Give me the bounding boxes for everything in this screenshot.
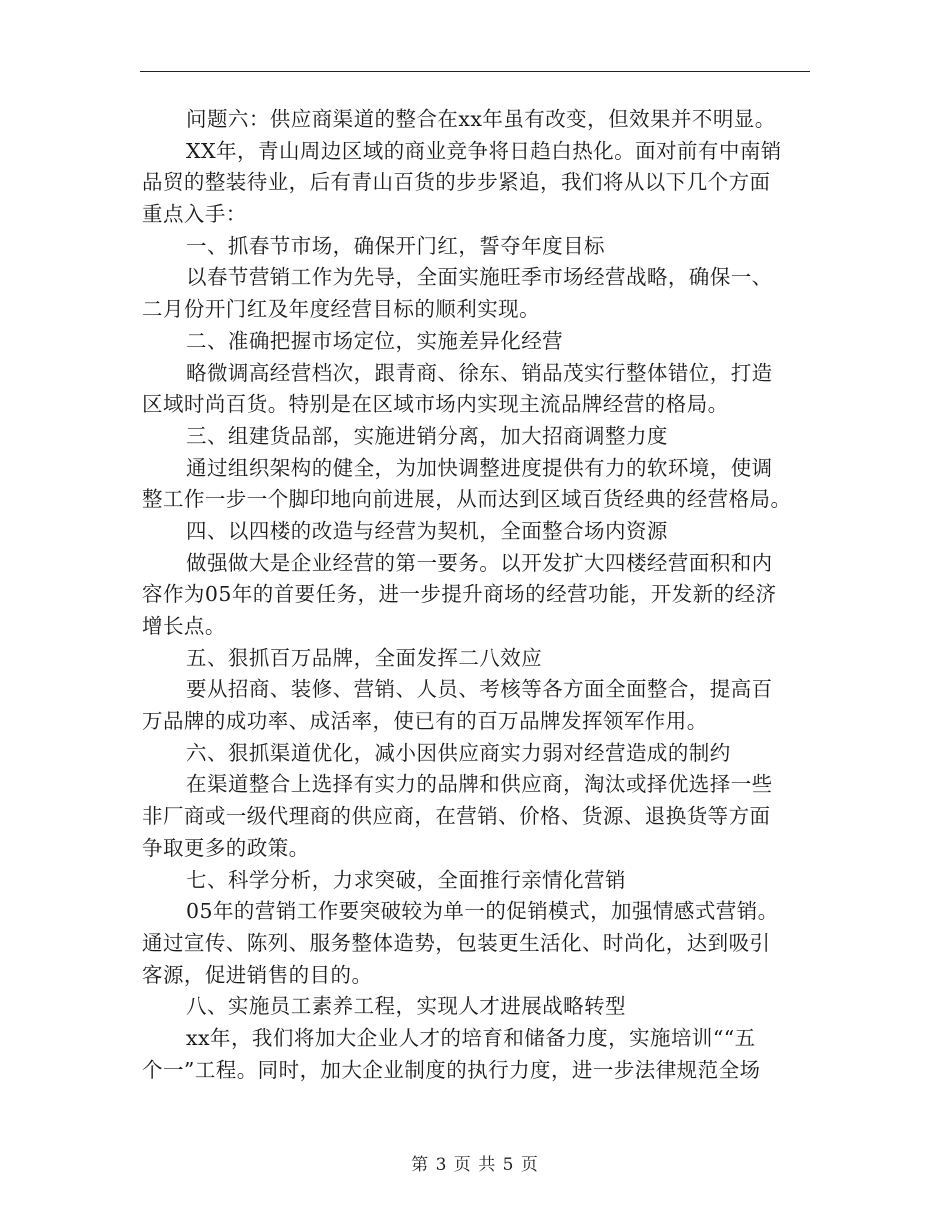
text-line: 客源，促进销售的目的。	[142, 962, 373, 987]
text-line: 品贸的整装待业，后有青山百货的步步紧追，我们将从以下几个方面	[142, 170, 771, 195]
text-line: 八、实施员工素养工程，实现人才进展战略转型	[186, 994, 626, 1019]
text-line: 个一”工程。同时，加大企业制度的执行力度，进一步法律规范全场	[142, 1057, 761, 1082]
text-line: 区域时尚百货。特别是在区域市场内实现主流品牌经营的格局。	[142, 392, 729, 417]
text-line: 通过组织架构的健全，为加快调整进度提供有力的软环境，使调	[186, 455, 773, 480]
text-line: 问题六：供应商渠道的整合在xx年虽有改变，但效果并不明显。	[186, 107, 776, 131]
text-line: 做强做大是企业经营的第一要务。以开发扩大四楼经营面积和内	[186, 550, 773, 575]
text-line: xx年，我们将加大企业人才的培育和储备力度，实施培训““五	[186, 1025, 756, 1050]
text-line: 三、组建货品部，实施进销分离，加大招商调整力度	[186, 423, 668, 448]
text-line: 05年的营销工作要突破较为单一的促销模式，加强情感式营销。	[186, 899, 779, 924]
text-line: 重点入手：	[142, 202, 247, 227]
text-line: 六、狠抓渠道优化，减小因供应商实力弱对经营造成的制约	[186, 740, 731, 765]
text-line: 略微调高经营档次，跟青商、徐东、销品茂实行整体错位，打造	[186, 360, 773, 385]
text-line: 要从招商、装修、营销、人员、考核等各方面全面整合，提高百	[186, 677, 773, 702]
text-line: 一、抓春节市场，确保开门红，誓夺年度目标	[186, 233, 605, 258]
text-line: 通过宣传、陈列、服务整体造势，包装更生活化、时尚化，达到吸引	[142, 930, 771, 955]
text-line: 以春节营销工作为先导，全面实施旺季市场经营战略，确保一、	[186, 265, 773, 290]
text-line: 二、准确把握市场定位，实施差异化经营	[186, 328, 564, 353]
text-line: 在渠道整合上选择有实力的品牌和供应商，淘汰或择优选择一些	[186, 772, 773, 797]
text-line: 万品牌的成功率、成活率，使已有的百万品牌发挥领军作用。	[142, 709, 708, 734]
text-line: 四、以四楼的改造与经营为契机，全面整合场内资源	[186, 518, 668, 543]
text-line: 非厂商或一级代理商的供应商，在营销、价格、货源、退换货等方面	[142, 804, 771, 829]
text-line: 整工作一步一个脚印地向前进展，从而达到区域百货经典的经营格局。	[142, 487, 792, 512]
text-line: XX年，青山周边区域的商业竞争将日趋白热化。面对前有中南销	[186, 138, 782, 163]
text-line: 五、狠抓百万品牌，全面发挥二八效应	[186, 645, 543, 670]
text-line: 争取更多的政策。	[142, 835, 310, 860]
text-line: 七、科学分析，力求突破，全面推行亲情化营销	[186, 867, 626, 892]
document-body	[142, 104, 812, 1086]
text-line: 二月份开门红及年度经营目标的顺利实现。	[142, 297, 541, 322]
text-line: 容作为05年的首要任务，进一步提升商场的经营功能，开发新的经济	[142, 582, 777, 607]
page-number: 第 3 页 共 5 页	[411, 1155, 539, 1175]
header-rule	[140, 71, 810, 72]
text-line: 增长点。	[142, 614, 226, 638]
